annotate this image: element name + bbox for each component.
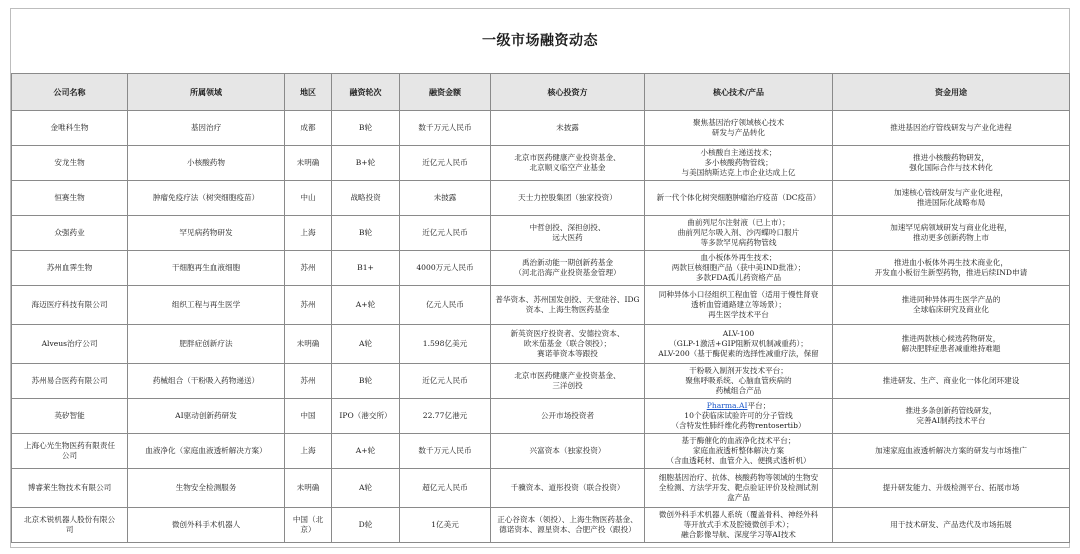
cell-investors: 北京市医药健康产业投资基金、 三洋创投 [491, 364, 645, 399]
cell-amount: 数千万元人民币 [400, 111, 491, 146]
table-row [12, 325, 1070, 364]
cell-field: 基因治疗 [128, 111, 285, 146]
table-row [12, 251, 1070, 286]
cell-investors: 兴富资本（独家投资） [491, 434, 645, 469]
col-header-tech: 核心技术/产品 [645, 74, 833, 111]
col-header-investors: 核心投资方 [491, 74, 645, 111]
table-row [12, 216, 1070, 251]
table-row [12, 364, 1070, 399]
cell-use: 推进血小板体外再生技术商业化， 开发血小板衍生新型药物，推进后续IND申请 [833, 251, 1070, 286]
table-row [12, 469, 1070, 508]
table-row [12, 286, 1070, 325]
cell-company: 北京术锐机器人股份有限公 司 [12, 508, 128, 543]
cell-round: B1+ [332, 251, 400, 286]
cell-use: 推进研发、生产、商业化一体化闭环建设 [833, 364, 1070, 399]
table-row [12, 181, 1070, 216]
cell-tech: 干粉吸入制剂开发技术平台； 聚焦呼吸系统、心脑血管疾病的 药械组合产品 [645, 364, 833, 399]
cell-field: 生物安全检测服务 [128, 469, 285, 508]
cell-field: 肥胖症创新疗法 [128, 325, 285, 364]
cell-region: 中国 [285, 399, 332, 434]
cell-field: 肿瘤免疫疗法（树突细胞疫苗） [128, 181, 285, 216]
cell-tech: ALV-100 （GLP-1激活+GIP阻断双机制减重药）； ALV-200（基于酶促素的选择性减重疗法，保留 [645, 325, 833, 364]
cell-field: 血液净化（家庭血液透析解决方案） [128, 434, 285, 469]
cell-field: 组织工程与再生医学 [128, 286, 285, 325]
cell-amount: 近亿元人民币 [400, 146, 491, 181]
cell-tech: 小核酸自主递送技术； 多小核酸药物管线； 与美国纳斯达克上市企业达成上亿 [645, 146, 833, 181]
cell-tech: 基于酶催化的血液净化技术平台； 家庭血液透析整体解决方案 （含血透耗材、血管介入、便携式透析机） [645, 434, 833, 469]
cell-region: 中国（北 京） [285, 508, 332, 543]
cell-investors: 中哲创投、深担创投、 远大医药 [491, 216, 645, 251]
cell-round: D轮 [332, 508, 400, 543]
cell-investors: 千骥资本、道彤投资（联合投资） [491, 469, 645, 508]
cell-company: 金唯科生物 [12, 111, 128, 146]
cell-company: 众强药业 [12, 216, 128, 251]
cell-region: 上海 [285, 434, 332, 469]
page-title: 一级市场融资动态 [482, 33, 598, 49]
cell-round: B+轮 [332, 146, 400, 181]
cell-region: 未明确 [285, 469, 332, 508]
report-frame [10, 8, 1070, 548]
cell-region: 苏州 [285, 286, 332, 325]
table-header-row [12, 74, 1070, 111]
cell-use: 推进小核酸药物研发， 强化国际合作与技术转化 [833, 146, 1070, 181]
cell-region: 成都 [285, 111, 332, 146]
cell-company: 博睿莱生物技术有限公司 [12, 469, 128, 508]
table-row [12, 434, 1070, 469]
cell-investors: 正心谷资本（领投）、上海生物医药基金、 德诺资本、源星资本、合肥产投（跟投） [491, 508, 645, 543]
col-header-amount: 融资金额 [400, 74, 491, 111]
cell-use: 推进多条创新药管线研发， 完善AI制药技术平台 [833, 399, 1070, 434]
table-row [12, 399, 1070, 434]
cell-field: 药械组合（干粉吸入药物递送） [128, 364, 285, 399]
cell-use: 提升研发能力、升级检测平台、拓展市场 [833, 469, 1070, 508]
table-row [12, 111, 1070, 146]
cell-use: 用于技术研发、产品迭代及市场拓展 [833, 508, 1070, 543]
cell-field: 罕见病药物研发 [128, 216, 285, 251]
cell-investors: 未披露 [491, 111, 645, 146]
table-row [12, 146, 1070, 181]
cell-round: A轮 [332, 469, 400, 508]
cell-amount: 近亿元人民币 [400, 364, 491, 399]
cell-region: 未明确 [285, 146, 332, 181]
cell-amount: 1亿美元 [400, 508, 491, 543]
cell-use: 推进基因治疗管线研发与产业化进程 [833, 111, 1070, 146]
cell-amount: 未披露 [400, 181, 491, 216]
financing-table [11, 73, 1070, 543]
col-header-round: 融资轮次 [332, 74, 400, 111]
cell-amount: 4000万元人民币 [400, 251, 491, 286]
cell-region: 苏州 [285, 364, 332, 399]
col-header-use: 资金用途 [833, 74, 1070, 111]
cell-company: 苏州易合医药有限公司 [12, 364, 128, 399]
table-row [12, 508, 1070, 543]
cell-tech: 聚焦基因治疗领域核心技术 研发与产品转化 [645, 111, 833, 146]
cell-company: 上海心光生物医药有限责任 公司 [12, 434, 128, 469]
cell-round: IPO（港交所） [332, 399, 400, 434]
cell-amount: 22.77亿港元 [400, 399, 491, 434]
cell-use: 推进两款核心候选药物研发， 解决肥胖症患者减重维持难题 [833, 325, 1070, 364]
cell-region: 上海 [285, 216, 332, 251]
cell-tech: 同种异体小口径组织工程血管（适用于慢性肾衰 透析血管通路建立等场景）； 再生医学技术平台 [645, 286, 833, 325]
table-body [12, 111, 1070, 543]
cell-tech: 细胞基因治疗、抗体、核酸药物等领域的生物安 全检测、方法学开发、靶点验证评价及检测试剂 盒产品 [645, 469, 833, 508]
cell-region: 未明确 [285, 325, 332, 364]
cell-tech: 血小板体外再生技术； 两款巨核细胞产品（获中美IND批准）； 多款FDA孤儿药资格产品 [645, 251, 833, 286]
cell-amount: 亿元人民币 [400, 286, 491, 325]
pharma-ai-link[interactable]: Pharma.AI [706, 401, 748, 410]
cell-company: 海迈医疗科技有限公司 [12, 286, 128, 325]
cell-use: 加速罕见病领域研发与商业化进程， 推动更多创新药物上市 [833, 216, 1070, 251]
cell-round: A+轮 [332, 286, 400, 325]
cell-region: 中山 [285, 181, 332, 216]
cell-use: 加速家庭血液透析解决方案的研发与市场推广 [833, 434, 1070, 469]
col-header-field: 所属领域 [128, 74, 285, 111]
col-header-region: 地区 [285, 74, 332, 111]
cell-company: 苏州血霁生物 [12, 251, 128, 286]
cell-tech: 曲前列尼尔注射液（已上市）； 曲前列尼尔吸入剂、沙丙蝶呤口服片 等多款罕见病药物管线 [645, 216, 833, 251]
cell-company: 安龙生物 [12, 146, 128, 181]
cell-company: 恒赛生物 [12, 181, 128, 216]
cell-use: 推进同种异体再生医学产品的 全球临床研究及商业化 [833, 286, 1070, 325]
cell-amount: 近亿元人民币 [400, 216, 491, 251]
cell-amount: 数千万元人民币 [400, 434, 491, 469]
cell-company: 英矽智能 [12, 399, 128, 434]
cell-use: 加速核心管线研发与产业化进程， 推进国际化战略布局 [833, 181, 1070, 216]
cell-round: A+轮 [332, 434, 400, 469]
cell-round: 战略投资 [332, 181, 400, 216]
col-header-company: 公司名称 [12, 74, 128, 111]
cell-round: B轮 [332, 111, 400, 146]
cell-company: Alveus治疗公司 [12, 325, 128, 364]
cell-investors: 新英资医疗投资者、安德拉资本、 欧米茄基金（联合领投）； 赛诺菲资本等跟投 [491, 325, 645, 364]
cell-round: A轮 [332, 325, 400, 364]
cell-tech: 微创外科手术机器人系统（覆盖骨科、神经外科 等开放式手术及腔镜微创手术）； 融合影像导航、深度学习等AI技术 [645, 508, 833, 543]
cell-tech: 新一代个体化树突细胞肿瘤治疗疫苗（DC疫苗） [645, 181, 833, 216]
cell-field: 干细胞再生血液细胞 [128, 251, 285, 286]
cell-investors: 普华资本、苏州国发创投、天堂硅谷、IDG 资本、上海生物医药基金 [491, 286, 645, 325]
cell-region: 苏州 [285, 251, 332, 286]
cell-amount: 1.598亿美元 [400, 325, 491, 364]
cell-field: AI驱动创新药研发 [128, 399, 285, 434]
cell-tech [645, 399, 833, 434]
cell-field: 微创外科手术机器人 [128, 508, 285, 543]
cell-investors: 北京市医药健康产业投资基金、 北京顺义临空产业基金 [491, 146, 645, 181]
cell-round: B轮 [332, 364, 400, 399]
cell-investors: 禹治新动能一期创新药基金 （河北沿海产业投资基金管理） [491, 251, 645, 286]
cell-investors: 公开市场投资者 [491, 399, 645, 434]
cell-round: B轮 [332, 216, 400, 251]
cell-investors: 天士力控股集团（独家投资） [491, 181, 645, 216]
cell-field: 小核酸药物 [128, 146, 285, 181]
cell-amount: 超亿元人民币 [400, 469, 491, 508]
cell-tech-text: 平台； 10个获临床试验许可的分子管线 （含特发性肺纤维化药物rentosertib） [671, 401, 806, 430]
